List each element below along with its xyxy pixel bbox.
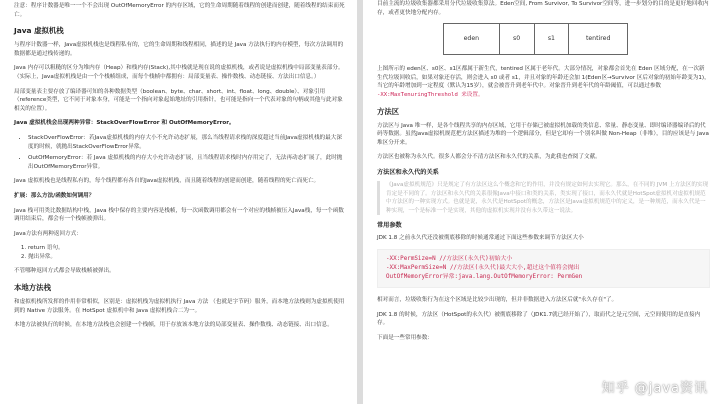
- list-item: 2. 抛出异常。: [28, 253, 347, 262]
- list-item: 1. return 语句。: [28, 244, 347, 253]
- paragraph: 与程序计数器一样，Java虚拟机栈也是线程私有的，它的生命周期和线程相同，描述的是 Java 方法执行的内存模型，每次方法调用的数据都是通过栈传递的。: [14, 42, 344, 57]
- paragraph: Java 内存可以粗糙的区分为堆内存（Heap）和栈内存(Stack),其中栈就是现在说的虚拟机栈，或者说是虚拟机栈中局部变量表部分。（实际上，Java虚拟机栈是由一个个栈帧组成，而每个栈帧中都拥有：局部变量表、操作数栈、动态链接、方法出口信息。）: [14, 65, 344, 80]
- heading-native-stack: 本地方法栈: [14, 283, 51, 293]
- heading-params: 常用参数: [377, 222, 402, 230]
- heap-cell-tentired: tentired: [585, 34, 611, 42]
- heap-cell-s1: s1: [535, 24, 570, 54]
- code-block: [377, 249, 710, 288]
- list-item: • StackOverFlowError：若Java虚拟机栈的内存大小不允许动态扩展，那么当线程请求栈的深度超过当前Java虚拟机栈的最大深度的时候，就抛出StackOverFlowError异常。: [28, 134, 347, 151]
- code-token: -XX:MaxPermSize=N: [386, 264, 447, 271]
- list-item: • OutOfMemoryError：若 Java 虚拟机栈的内存大小允许动态扩展，且当线程请求栈时内存用完了，无法再动态扩展了，此时抛出OutOfMemoryError异常。: [28, 154, 347, 171]
- heap-diagram: [443, 23, 628, 55]
- left-document-page: [0, 0, 357, 404]
- exception-list: [14, 134, 347, 171]
- return-list: [14, 244, 347, 261]
- paragraph: 不管哪种返回方式都会导致栈帧被弹出。: [14, 268, 115, 275]
- paragraph: 相对而言，垃圾收集行为在这个区域是比较少出现的，但并非数据进入方法区后就"永久存在"了。: [377, 296, 618, 303]
- paragraph: 方法区也被称为永久代。很多人都会分不清方法区和永久代的关系，为此我也查阅了文献。: [377, 154, 601, 161]
- paragraph: 和虚拟机栈所发挥的作用非常相似，区别是：虚拟机栈为虚拟机执行 Java 方法 （也就是字节码）服务，而本地方法栈则为虚拟机使用到的 Native 方法服务。在 HotSpot 虚拟机中和 Java 虚拟机栈合二为一。: [14, 299, 345, 314]
- right-document-page: [363, 0, 720, 404]
- code-token: OutOfMemoryError异常:java.lang.OutOfMemoryError: PermGen: [386, 273, 583, 280]
- paragraph: Java 虚拟机栈会出现两种异常：StackOverFlowError 和 OutOfMemoryError。: [14, 120, 235, 127]
- heading-relation: 方法区和永久代的关系: [377, 168, 439, 176]
- paragraph: 本地方法被执行的时候，在本地方法栈也会创建一个栈帧，用于存放该本地方法的局部变量表、操作数栈、动态链接、出口信息。: [14, 322, 333, 329]
- blockquote: 《Java虚拟机规范》只是规定了有方法区这么个概念和它的作用，并没有规定如何去实现它。那么，在不同的 JVM 上方法区的实现肯定是不同的了。方法区和永久代的关系很像Java中接口和类的关系，类实现了接口，而永久代就是HotSpot虚拟机对虚拟机规范中方法区的一种实现方式。也就是说，永久代是HotSpot的概念，方法区是Java虚拟机规范中的定义，是一种规范，而永久代是一种实现，一个是标准一个是实现，其他的虚拟机实现并没有永久带这一说法。: [377, 181, 710, 215]
- watermark: [601, 381, 708, 397]
- paragraph: 局部变量表主要存放了编译器可知的各种数据类型（boolean、byte、char、short、int、float、long、double）、对象引用（reference类型，它不同于对象本身，可能是一个指向对象起始地址的引用指针，也可能是指向一个代表对象的句柄或其他与此对象相关的位置）。: [14, 88, 343, 112]
- watermark-text: 知乎 @java资讯: [601, 381, 708, 397]
- paragraph: Java 虚拟机栈也是线程私有的，每个线程都有各自的Java虚拟机栈，而且随着线程的创建而创建，随着线程的死亡而死亡。: [14, 178, 320, 185]
- code-comment: //方法区(永久代)初始大小: [439, 255, 513, 262]
- heap-cell-eden: eden: [444, 24, 500, 54]
- heading-method-area: 方法区: [377, 106, 400, 116]
- paragraph: Java 栈可用类比数据结构中栈，Java 栈中保存的主要内容是栈帧，每一次函数调用都会有一个对应的栈帧被压入Java栈，每一个函数调用结束后，都会有一个栈帧被弹出。: [14, 207, 344, 223]
- paragraph: Java方法有两种返回方式：: [14, 230, 82, 237]
- heading-vm-stack: Java 虚拟机栈: [14, 26, 64, 36]
- paragraph: JDK 1.8 之前永久代还没被彻底移除的时候通常通过下面这些参数来调节方法区大小: [377, 235, 584, 242]
- intro-paragraph: 注意：程序计数器是唯一一个不会出现 OutOfMemoryError 的内存区域，它的生命周期随着线程的创建而创建，随着线程的结束而死亡。: [14, 3, 345, 18]
- paragraph: 扩展：那么方法/函数如何调用？: [14, 192, 95, 199]
- paragraph: 目前主流的垃圾收集器都采用分代垃圾收集算法。Eden空间, From Survivor, To Survivor空间等，进一步划分的目的是更好地回收内存，或者更快地分配内存。: [377, 1, 709, 16]
- text: 上图所示的 eden区、s0区、s1区都属于新生代，tentired 区属于老年代。大部分情况，对象都会首先在 Eden 区域分配，在一次新生代垃圾回收后，如果对象还存活，则会进入 s0 或者 s1，并且对象的年龄还会加 1(Eden区→Survivor 区后对象的初始年龄变为1)，当它的年龄增加到一定程度（默认为15岁），就会被晋升到老年代中。对象晋升到老年代的年龄阈值，可以通过参数: [377, 66, 710, 90]
- paragraph: [377, 65, 710, 99]
- code-comment: //方法区(永久代)最大大小,超过这个值将会抛出: [449, 264, 580, 271]
- code-token: -XX:PermSize=N: [386, 255, 436, 262]
- paragraph: JDK 1.8 的时候，方法区（HotSpot的永久代）被彻底移除了（JDK1.7就已经开始了），取而代之是元空间，元空间使用的是直接内存。: [377, 311, 701, 327]
- param-code: -XX:MaxTenuringThreshold 来设置。: [377, 91, 484, 98]
- paragraph: 下面是一些常用参数：: [377, 334, 433, 341]
- paragraph: 方法区与 Java 堆一样，是各个线程共享的内存区域，它用于存储已被虚拟机加载的类信息、常量、静态变量、即时编译器编译后的代码等数据。虽然Java虚拟机规范把方法区描述为堆的一个逻辑部分，但是它却有一个别名叫做 Non-Heap（非堆），目的应该是与 Java 堆区分开来。: [377, 122, 709, 146]
- heap-cell-s0: s0: [500, 24, 535, 54]
